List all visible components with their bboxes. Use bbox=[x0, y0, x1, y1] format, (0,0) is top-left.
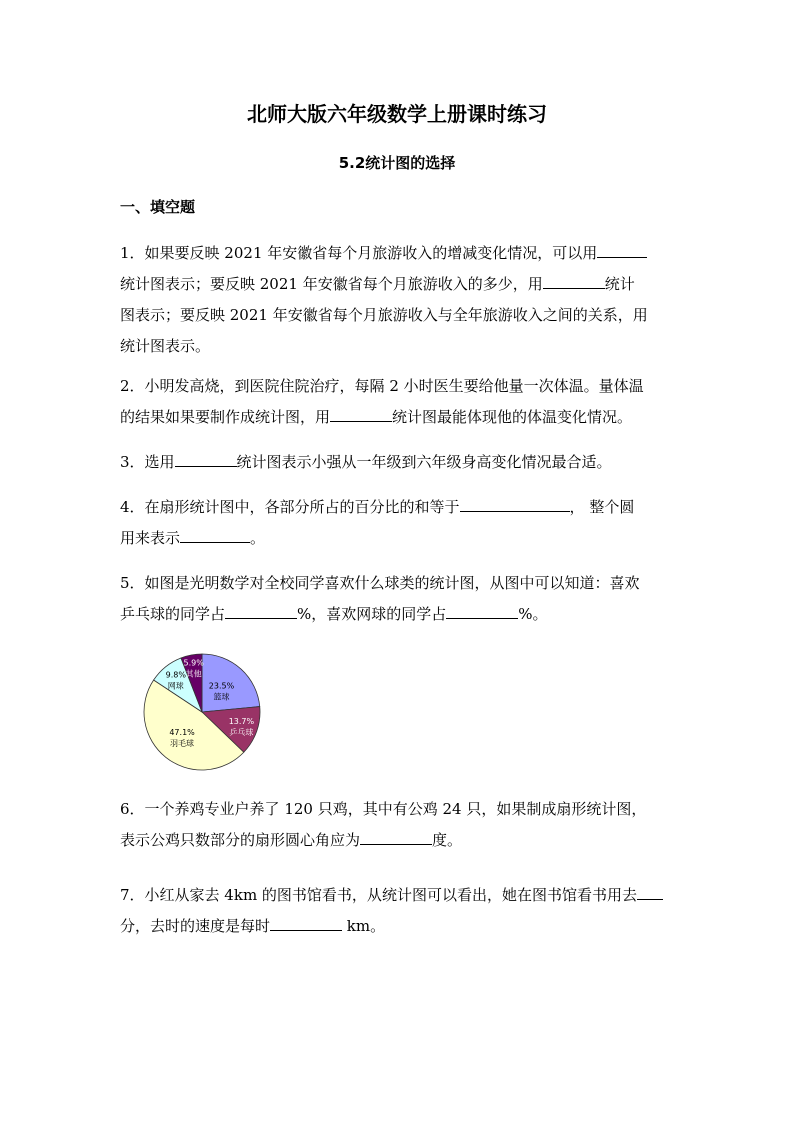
ball-preference-pie-chart bbox=[140, 652, 270, 772]
q4-line1a: 4．在扇形统计图中，各部分所占的百分比的和等于 bbox=[120, 498, 460, 516]
question-2 bbox=[120, 371, 675, 433]
q4-line2a: 用来表示 bbox=[120, 529, 181, 547]
q1-blank-2[interactable] bbox=[543, 270, 605, 289]
question-4 bbox=[120, 492, 675, 554]
q6-blank[interactable] bbox=[360, 826, 432, 845]
q3-line1a: 3．选用 bbox=[120, 453, 175, 471]
question-6 bbox=[120, 794, 675, 856]
q6-line2a: 表示公鸡只数部分的扇形圆心角应为 bbox=[120, 831, 361, 849]
question-1 bbox=[120, 238, 675, 362]
q2-line2b: 统计图最能体现他的体温变化情况。 bbox=[392, 408, 633, 426]
question-5 bbox=[120, 568, 675, 630]
pie-category-label-2: 羽毛球 bbox=[170, 738, 195, 748]
pie-category-label-4: 其他 bbox=[185, 669, 202, 679]
question-7 bbox=[120, 880, 675, 942]
pie-value-label-1: 13.7% bbox=[228, 716, 255, 726]
q4-blank-1[interactable] bbox=[460, 493, 570, 512]
q1-line2b: 统计 bbox=[604, 275, 635, 293]
question-3 bbox=[120, 447, 675, 478]
section-heading: 一、填空题 bbox=[120, 198, 196, 216]
q5-line2b: %，喜欢网球的同学占 bbox=[297, 605, 447, 623]
q3-blank[interactable] bbox=[175, 448, 237, 467]
q2-line1: 2．小明发高烧，到医院住院治疗，每隔 2 小时医生要给他量一次体温。量体温 bbox=[120, 377, 644, 395]
q6-line2b: 度。 bbox=[432, 831, 463, 849]
q4-line2b: 。 bbox=[250, 529, 266, 547]
pie-value-label-2: 47.1% bbox=[169, 727, 195, 737]
page-title: 北师大版六年级数学上册课时练习 bbox=[247, 102, 547, 126]
q1-line3: 图表示；要反映 2021 年安徽省每个月旅游收入与全年旅游收入之间的关系，用 bbox=[120, 306, 648, 324]
q5-line1: 5．如图是光明数学对全校同学喜欢什么球类的统计图，从图中可以知道：喜欢 bbox=[120, 574, 640, 592]
q5-line2a: 乒乓球的同学占 bbox=[120, 605, 226, 623]
q4-line1b: ， 整个圆 bbox=[569, 498, 635, 516]
q7-line2a: 分，去时的速度是每时 bbox=[120, 917, 271, 935]
pie-category-label-1: 乒乓球 bbox=[229, 727, 254, 737]
q5-blank-2[interactable] bbox=[446, 600, 518, 619]
q2-blank[interactable] bbox=[330, 403, 392, 422]
pie-category-label-3: 网球 bbox=[167, 681, 184, 691]
q1-blank-1[interactable] bbox=[597, 239, 647, 258]
pie-value-label-4: 5.9% bbox=[183, 658, 204, 668]
q1-line4: 统计图表示。 bbox=[120, 337, 211, 355]
q5-line2c: %。 bbox=[518, 605, 548, 623]
pie-value-label-0: 23.5% bbox=[208, 681, 235, 691]
pie-value-label-3: 9.8% bbox=[165, 670, 186, 680]
q3-line1b: 统计图表示小强从一年级到六年级身高变化情况最合适。 bbox=[236, 453, 612, 471]
q1-line2a: 统计图表示；要反映 2021 年安徽省每个月旅游收入的多少，用 bbox=[120, 275, 543, 293]
page-subtitle: 5.2统计图的选择 bbox=[338, 154, 456, 172]
q1-line1: 1．如果要反映 2021 年安徽省每个月旅游收入的增减变化情况，可以用 bbox=[120, 244, 598, 262]
pie-category-label-0: 篮球 bbox=[213, 692, 230, 702]
q7-blank-1[interactable] bbox=[637, 881, 663, 900]
q7-blank-2[interactable] bbox=[270, 912, 342, 931]
q7-line1a: 7．小红从家去 4km 的图书馆看书，从统计图可以看出，她在图书馆看书用去 bbox=[120, 886, 637, 904]
q7-line2b: km。 bbox=[342, 917, 386, 935]
q5-blank-1[interactable] bbox=[225, 600, 297, 619]
q2-line2a: 的结果如果要制作成统计图，用 bbox=[120, 408, 331, 426]
q6-line1: 6．一个养鸡专业户养了 120 只鸡，其中有公鸡 24 只，如果制成扇形统计图， bbox=[120, 800, 647, 818]
q4-blank-2[interactable] bbox=[180, 524, 250, 543]
